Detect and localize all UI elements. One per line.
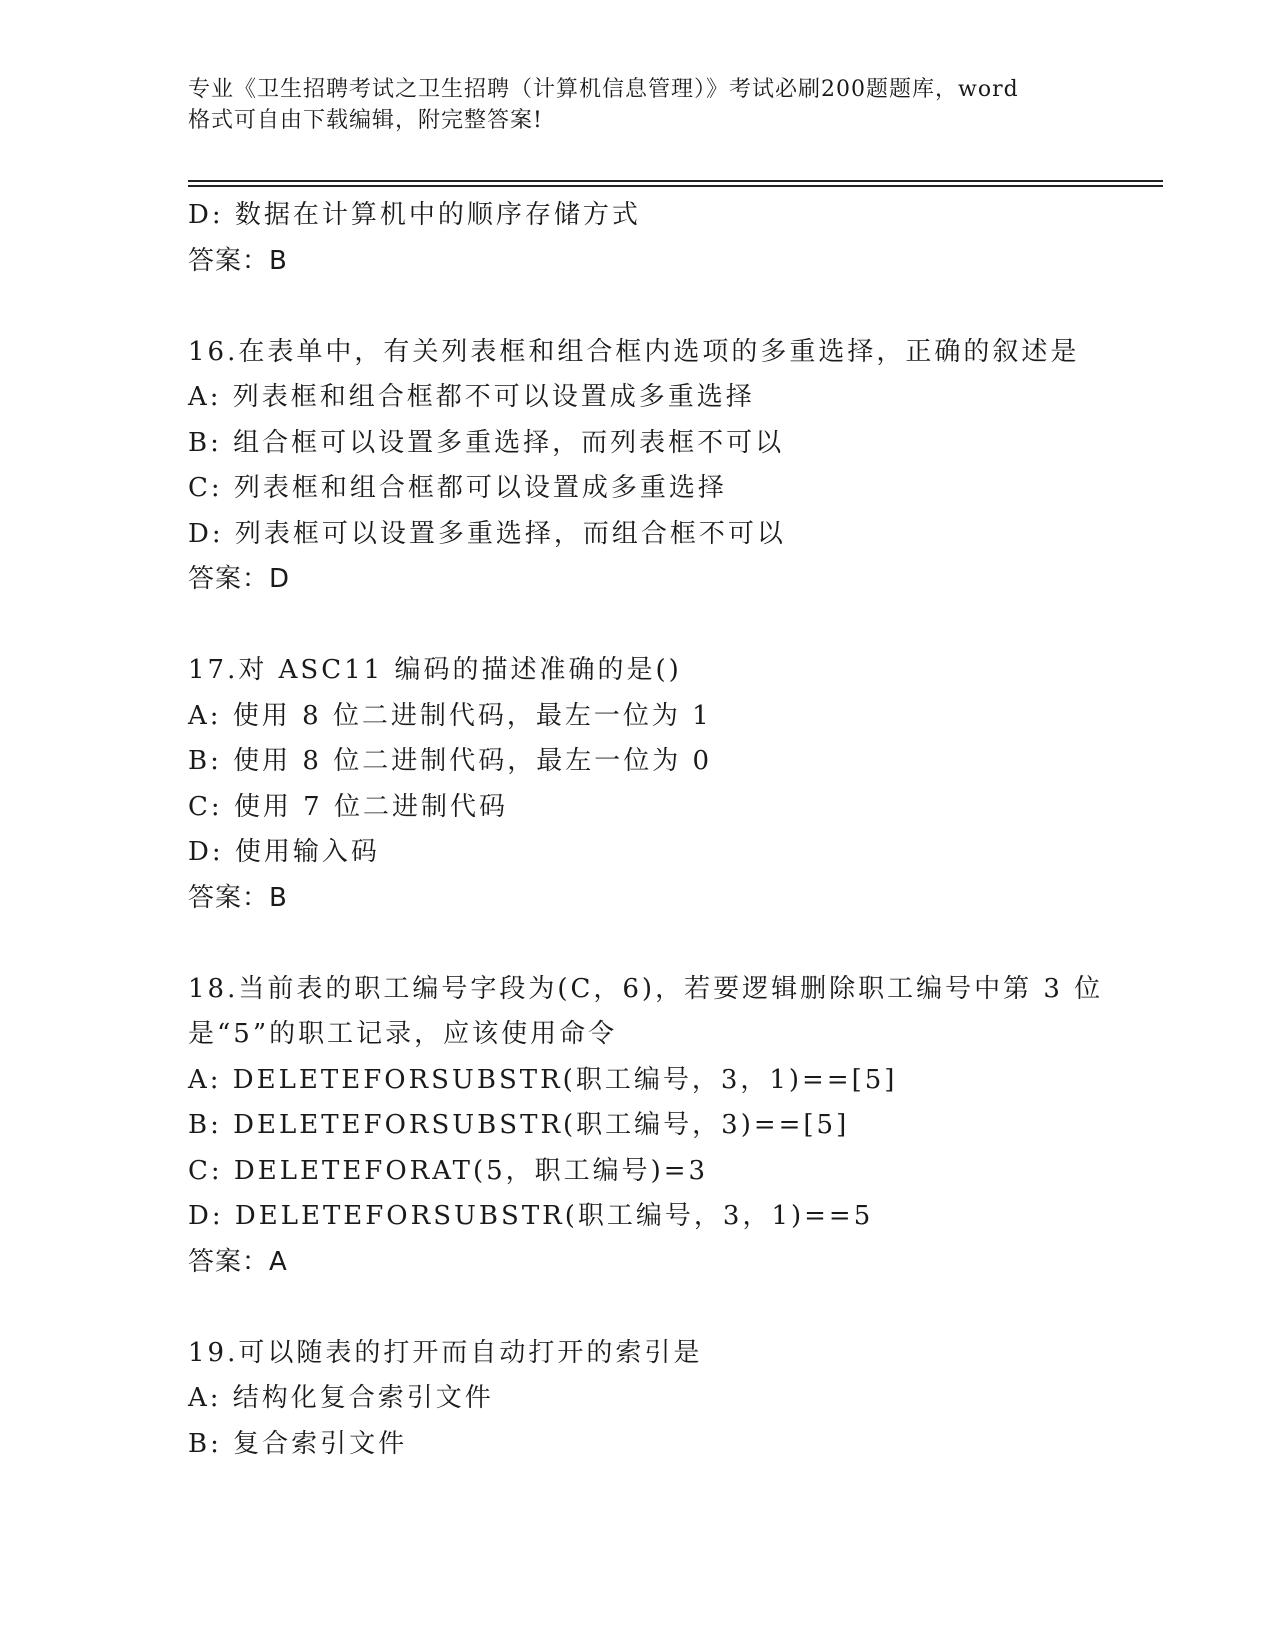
option-d: D: 使用输入码 (188, 837, 380, 867)
option-b: B: DELETEFORSUBSTR(职工编号，3)==[5] (188, 1110, 850, 1140)
header-line-1: 专业《卫生招聘考试之卫生招聘（计算机信息管理）》考试必刷200题题库，word (188, 77, 1019, 102)
option-d: D: 数据在计算机中的顺序存储方式 (188, 200, 641, 230)
header-divider-bottom (188, 185, 1163, 187)
option-b: B: 使用 8 位二进制代码，最左一位为 0 (188, 746, 713, 776)
option-a: A: 使用 8 位二进制代码，最左一位为 1 (188, 700, 712, 731)
question-stem: 19.可以随表的打开而自动打开的索引是 (188, 1337, 703, 1368)
option-c: C: DELETEFORAT(5，职工编号)=3 (188, 1155, 709, 1186)
option-b: B: 复合索引文件 (188, 1428, 408, 1459)
option-c: C: 使用 7 位二进制代码 (188, 791, 508, 822)
option-a: A: 结构化复合索引文件 (188, 1383, 494, 1413)
spacer (188, 1285, 1088, 1331)
answer: 答案：B (188, 882, 288, 913)
spacer (188, 284, 1088, 330)
spacer (188, 921, 1088, 967)
header-line-2: 格式可自由下载编辑，附完整答案! (188, 108, 543, 133)
question-stem: 18.当前表的职工编号字段为(C，6)，若要逻辑删除职工编号中第 3 位 (188, 973, 1104, 1004)
option-a: A: 列表框和组合框都不可以设置成多重选择 (188, 382, 755, 412)
answer: 答案：B (188, 245, 288, 276)
option-d: D: DELETEFORSUBSTR(职工编号，3，1)==5 (188, 1201, 874, 1231)
spacer (188, 603, 1088, 649)
option-c: C: 列表框和组合框都可以设置成多重选择 (188, 473, 727, 503)
question-stem: 16.在表单中，有关列表框和组合框内选项的多重选择，正确的叙述是 (188, 336, 1080, 367)
answer: 答案：A (188, 1246, 288, 1277)
header-divider-top (188, 180, 1163, 182)
answer: 答案：D (188, 564, 291, 594)
question-stem-continued: 是“5”的职工记录，应该使用命令 (188, 1019, 618, 1049)
option-b: B: 组合框可以设置多重选择，而列表框不可以 (188, 427, 785, 458)
question-list (188, 193, 1104, 1467)
question-stem: 17.对 ASC11 编码的描述准确的是() (188, 655, 682, 685)
option-a: A: DELETEFORSUBSTR(职工编号，3，1)==[5] (188, 1064, 898, 1095)
document-header (188, 74, 1088, 136)
option-d: D: 列表框可以设置多重选择，而组合框不可以 (188, 518, 786, 549)
